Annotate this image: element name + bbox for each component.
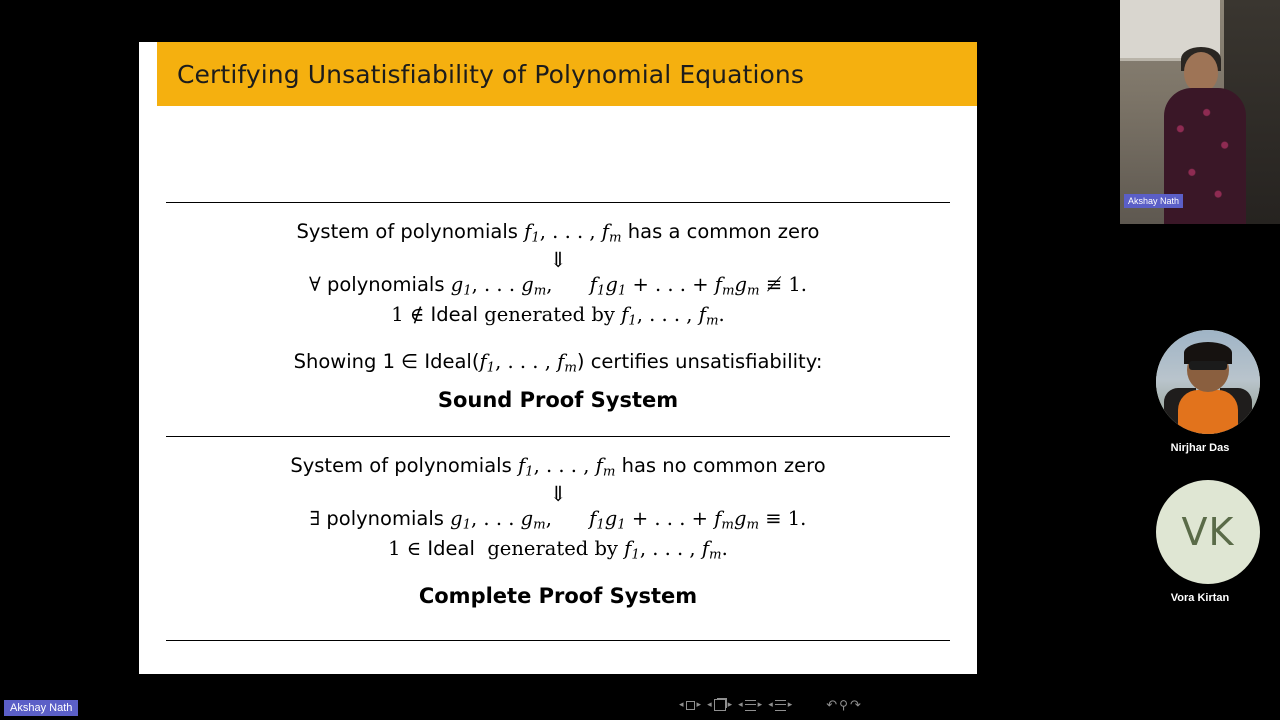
prev-frame-icon[interactable]: ◂ [679, 699, 684, 710]
frame-nav-group[interactable] [679, 701, 701, 710]
page-title: Certifying Unsatisfiability of Polynomial Equations [177, 59, 804, 89]
speaker-head [1184, 52, 1218, 92]
participant-tile-video[interactable] [1120, 0, 1280, 224]
sound-proof-block [139, 218, 977, 412]
math-line: Showing 1 ∈ $Ideal(f_1$, . . . , $f_m$) certifies unsatisfiability: [293, 349, 823, 376]
section-icon[interactable] [745, 700, 756, 711]
divider-bottom [166, 640, 950, 641]
math-implication-arrow: ⇓ [549, 481, 567, 506]
prev-doc-icon[interactable]: ◂ [768, 699, 773, 710]
avatar-shirt [1178, 390, 1238, 434]
avatar-sunglasses [1189, 361, 1227, 370]
participant-tile-initials[interactable] [1120, 480, 1280, 630]
math-line: 1 ∈ Ideal generated by $f_1$, . . . , $f_m$. [388, 537, 728, 563]
next-section-icon[interactable]: ▸ [757, 699, 763, 710]
prev-subsection-icon[interactable]: ◂ [707, 699, 712, 710]
back-icon[interactable]: ↶ [826, 697, 838, 713]
next-frame-icon[interactable]: ▸ [696, 699, 702, 710]
participant-name: Vora Kirtan [1170, 592, 1230, 604]
math-line: System of polynomials $f_1$, . . . , $f_m$ has a common zero [296, 220, 820, 246]
math-line: System of polynomials $f_1$, . . . , $f_m$ has no common zero [290, 454, 826, 480]
slide-body [139, 106, 977, 713]
next-doc-icon[interactable]: ▸ [787, 699, 793, 710]
section-nav-group[interactable] [738, 700, 762, 711]
complete-proof-block [139, 452, 977, 608]
search-icon[interactable]: ⚲ [839, 698, 848, 712]
avatar [1156, 330, 1260, 434]
next-subsection-icon[interactable]: ▸ [727, 699, 733, 710]
document-nav-group[interactable] [768, 700, 792, 711]
divider-top [166, 202, 950, 203]
avatar-initials: VK [1181, 510, 1235, 554]
math-line: 1 ∉ Ideal generated by $f_1$, . . . , $f_m$. [391, 303, 725, 329]
divider-middle [166, 436, 950, 437]
complete-proof-conclusion: Complete Proof System [418, 583, 698, 608]
prev-section-icon[interactable]: ◂ [738, 699, 743, 710]
participant-name: Nirjhar Das [1170, 442, 1230, 454]
presentation-slide [139, 42, 977, 713]
subsection-nav-group[interactable] [707, 699, 732, 711]
frame-icon[interactable] [686, 701, 695, 710]
beamer-navigation-bar[interactable] [679, 694, 969, 716]
participants-panel [1112, 0, 1280, 720]
slide-title-bar [157, 42, 977, 106]
sound-proof-conclusion: Sound Proof System [437, 388, 679, 413]
doc-icon[interactable] [775, 700, 786, 711]
math-line: ∃ polynomials $g_1$, . . . $g_m$, $f_1g_1$ + . . . + $f_mg_m \equiv 1$. [309, 506, 807, 533]
math-line: ∀ polynomials $g_1$, . . . $g_m$, $f_1g_1$ + . . . + $f_mg_m$ ≢ 1. [309, 272, 807, 299]
participant-tile-photo[interactable] [1120, 330, 1280, 480]
avatar [1156, 480, 1260, 584]
history-nav-group[interactable] [826, 699, 861, 712]
forward-icon[interactable]: ↷ [849, 697, 861, 713]
participant-name-badge: Akshay Nath [1124, 194, 1183, 208]
subsection-icon[interactable] [714, 699, 726, 711]
active-speaker-label: Akshay Nath [4, 700, 78, 716]
math-implication-arrow: ⇓ [549, 247, 567, 272]
